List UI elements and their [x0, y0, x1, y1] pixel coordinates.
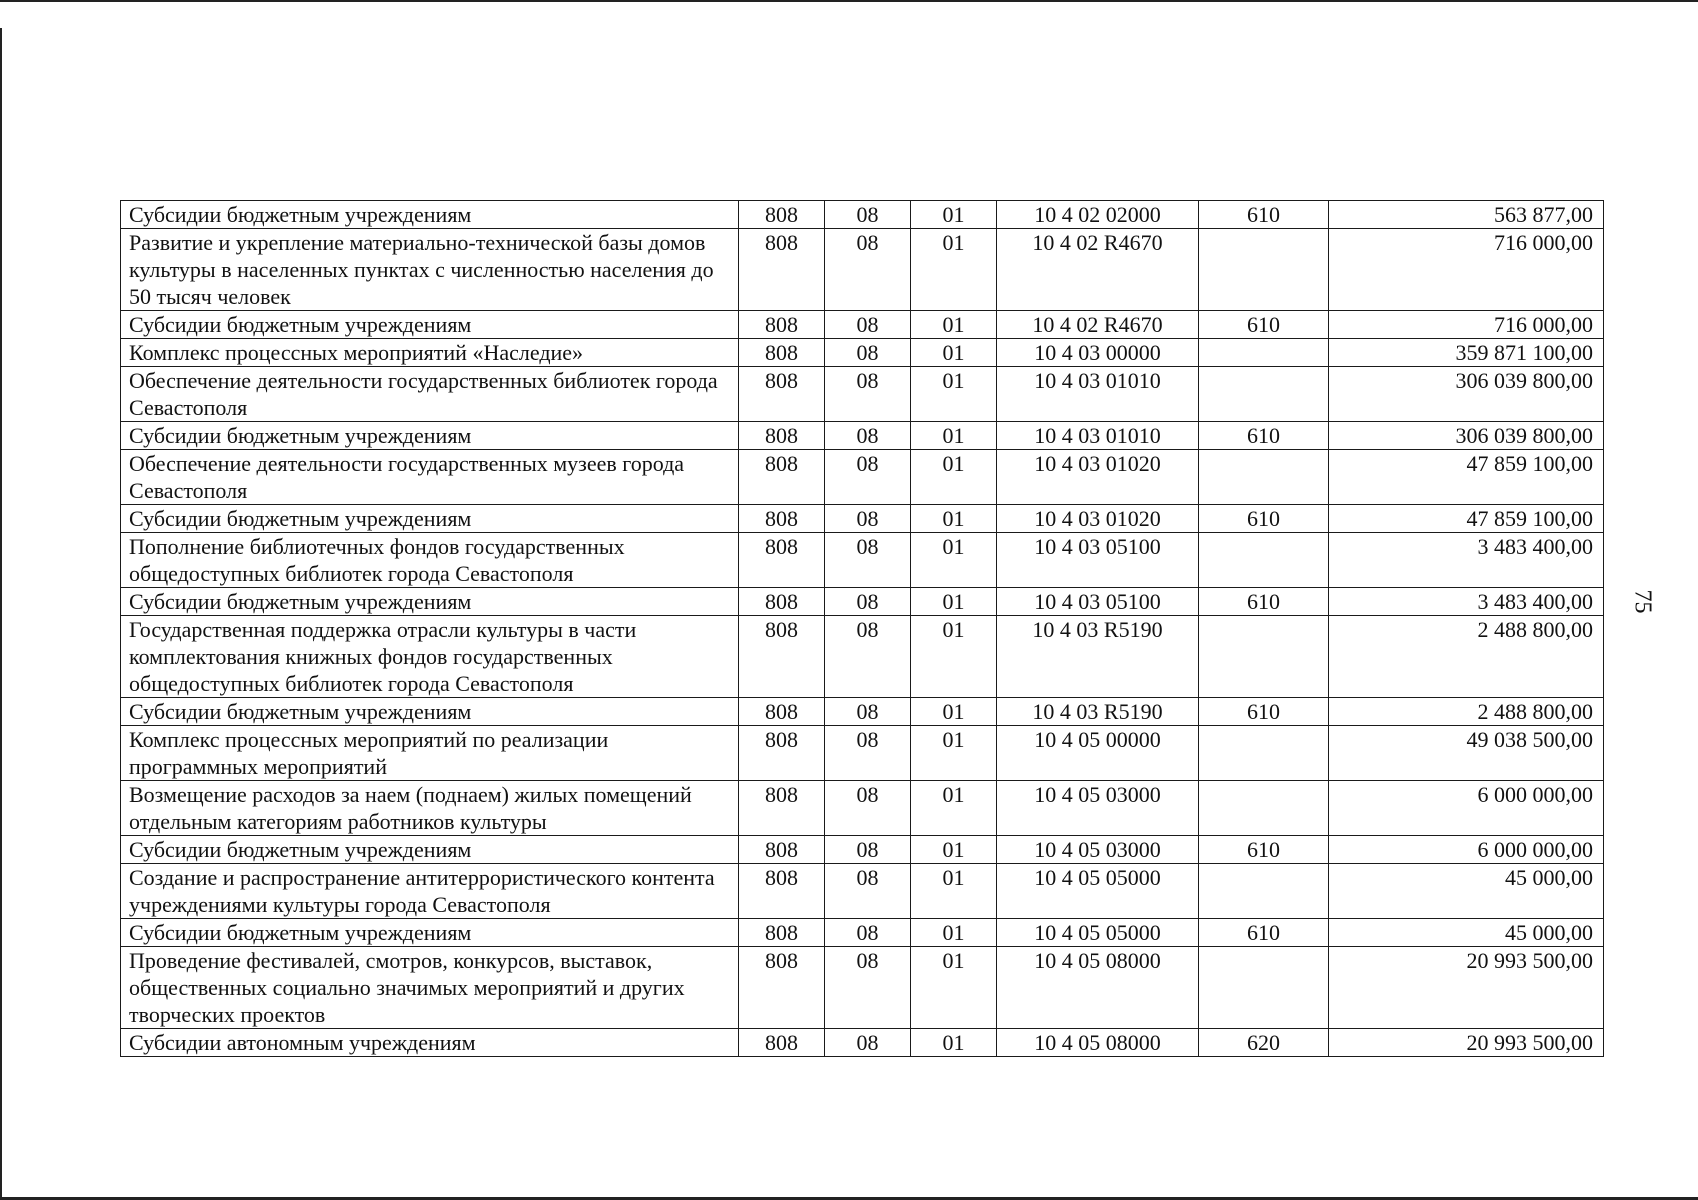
cell-grbs: 808	[739, 588, 825, 616]
cell-target-article: 10 4 02 R4670	[997, 311, 1199, 339]
cell-amount: 45 000,00	[1329, 919, 1604, 947]
cell-amount: 563 877,00	[1329, 201, 1604, 229]
cell-name: Субсидии бюджетным учреждениям	[121, 919, 739, 947]
cell-grbs: 808	[739, 726, 825, 781]
cell-amount: 716 000,00	[1329, 229, 1604, 311]
cell-target-article: 10 4 05 05000	[997, 864, 1199, 919]
cell-target-article: 10 4 03 01010	[997, 367, 1199, 422]
cell-grbs: 808	[739, 698, 825, 726]
table-row	[121, 781, 1604, 836]
cell-section: 08	[825, 1029, 911, 1057]
table-body	[121, 201, 1604, 1057]
cell-target-article: 10 4 03 05100	[997, 588, 1199, 616]
cell-name: Комплекс процессных мероприятий по реализации программных мероприятий	[121, 726, 739, 781]
cell-subsection: 01	[911, 781, 997, 836]
cell-section: 08	[825, 505, 911, 533]
cell-grbs: 808	[739, 616, 825, 698]
cell-section: 08	[825, 919, 911, 947]
cell-expense-type: 610	[1199, 201, 1329, 229]
cell-grbs: 808	[739, 229, 825, 311]
cell-subsection: 01	[911, 698, 997, 726]
cell-expense-type	[1199, 726, 1329, 781]
table-row	[121, 588, 1604, 616]
cell-amount: 2 488 800,00	[1329, 698, 1604, 726]
cell-grbs: 808	[739, 339, 825, 367]
cell-subsection: 01	[911, 947, 997, 1029]
cell-expense-type	[1199, 781, 1329, 836]
cell-subsection: 01	[911, 533, 997, 588]
cell-target-article: 10 4 05 08000	[997, 1029, 1199, 1057]
table-row	[121, 311, 1604, 339]
cell-name: Субсидии автономным учреждениям	[121, 1029, 739, 1057]
cell-section: 08	[825, 698, 911, 726]
cell-amount: 306 039 800,00	[1329, 422, 1604, 450]
cell-target-article: 10 4 03 R5190	[997, 698, 1199, 726]
cell-target-article: 10 4 02 02000	[997, 201, 1199, 229]
table-row	[121, 450, 1604, 505]
table-row	[121, 616, 1604, 698]
cell-expense-type	[1199, 339, 1329, 367]
cell-expense-type: 610	[1199, 919, 1329, 947]
cell-subsection: 01	[911, 616, 997, 698]
cell-expense-type	[1199, 229, 1329, 311]
cell-name: Субсидии бюджетным учреждениям	[121, 588, 739, 616]
cell-amount: 716 000,00	[1329, 311, 1604, 339]
cell-expense-type	[1199, 947, 1329, 1029]
table-row	[121, 726, 1604, 781]
cell-section: 08	[825, 616, 911, 698]
cell-subsection: 01	[911, 864, 997, 919]
table-row	[121, 864, 1604, 919]
cell-subsection: 01	[911, 1029, 997, 1057]
cell-target-article: 10 4 02 R4670	[997, 229, 1199, 311]
cell-target-article: 10 4 05 00000	[997, 726, 1199, 781]
cell-amount: 359 871 100,00	[1329, 339, 1604, 367]
cell-target-article: 10 4 03 05100	[997, 533, 1199, 588]
cell-target-article: 10 4 03 R5190	[997, 616, 1199, 698]
cell-grbs: 808	[739, 533, 825, 588]
cell-expense-type	[1199, 450, 1329, 505]
cell-amount: 45 000,00	[1329, 864, 1604, 919]
table-row	[121, 698, 1604, 726]
cell-amount: 47 859 100,00	[1329, 450, 1604, 505]
cell-name: Обеспечение деятельности государственных библиотек города Севастополя	[121, 367, 739, 422]
cell-expense-type: 610	[1199, 311, 1329, 339]
cell-target-article: 10 4 05 05000	[997, 919, 1199, 947]
cell-name: Возмещение расходов за наем (поднаем) жилых помещений отдельным категориям работников культуры	[121, 781, 739, 836]
cell-grbs: 808	[739, 311, 825, 339]
cell-subsection: 01	[911, 836, 997, 864]
cell-section: 08	[825, 229, 911, 311]
cell-grbs: 808	[739, 367, 825, 422]
cell-subsection: 01	[911, 201, 997, 229]
cell-name: Проведение фестивалей, смотров, конкурсов, выставок, общественных социально значимых мероприятий и других творческих проектов	[121, 947, 739, 1029]
cell-grbs: 808	[739, 450, 825, 505]
cell-grbs: 808	[739, 836, 825, 864]
cell-name: Субсидии бюджетным учреждениям	[121, 201, 739, 229]
table-row	[121, 367, 1604, 422]
cell-subsection: 01	[911, 588, 997, 616]
cell-section: 08	[825, 947, 911, 1029]
cell-grbs: 808	[739, 505, 825, 533]
cell-grbs: 808	[739, 919, 825, 947]
cell-section: 08	[825, 450, 911, 505]
cell-section: 08	[825, 533, 911, 588]
cell-expense-type	[1199, 616, 1329, 698]
cell-name: Развитие и укрепление материально-технической базы домов культуры в населенных пунктах с численностью населения до 50 тысяч человек	[121, 229, 739, 311]
cell-expense-type	[1199, 864, 1329, 919]
cell-grbs: 808	[739, 781, 825, 836]
cell-name: Пополнение библиотечных фондов государственных общедоступных библиотек города Севастополя	[121, 533, 739, 588]
cell-expense-type	[1199, 367, 1329, 422]
page-number: 75	[1629, 589, 1656, 614]
cell-section: 08	[825, 201, 911, 229]
cell-amount: 49 038 500,00	[1329, 726, 1604, 781]
cell-section: 08	[825, 422, 911, 450]
cell-name: Субсидии бюджетным учреждениям	[121, 422, 739, 450]
cell-section: 08	[825, 726, 911, 781]
cell-target-article: 10 4 03 01020	[997, 450, 1199, 505]
cell-section: 08	[825, 367, 911, 422]
cell-target-article: 10 4 03 00000	[997, 339, 1199, 367]
cell-amount: 6 000 000,00	[1329, 781, 1604, 836]
cell-name: Государственная поддержка отрасли культуры в части комплектования книжных фондов государственных общедоступных библиотек города Севастополя	[121, 616, 739, 698]
cell-subsection: 01	[911, 919, 997, 947]
table-row	[121, 229, 1604, 311]
cell-subsection: 01	[911, 311, 997, 339]
cell-subsection: 01	[911, 726, 997, 781]
cell-target-article: 10 4 05 03000	[997, 836, 1199, 864]
cell-target-article: 10 4 05 03000	[997, 781, 1199, 836]
cell-amount: 20 993 500,00	[1329, 1029, 1604, 1057]
cell-section: 08	[825, 836, 911, 864]
cell-name: Обеспечение деятельности государственных музеев города Севастополя	[121, 450, 739, 505]
cell-expense-type: 610	[1199, 588, 1329, 616]
cell-grbs: 808	[739, 947, 825, 1029]
cell-amount: 3 483 400,00	[1329, 533, 1604, 588]
cell-expense-type: 610	[1199, 422, 1329, 450]
cell-amount: 2 488 800,00	[1329, 616, 1604, 698]
table-row	[121, 947, 1604, 1029]
cell-section: 08	[825, 311, 911, 339]
cell-grbs: 808	[739, 864, 825, 919]
cell-subsection: 01	[911, 339, 997, 367]
cell-section: 08	[825, 864, 911, 919]
table-row	[121, 422, 1604, 450]
scan-border-left	[0, 28, 2, 1200]
cell-expense-type: 610	[1199, 836, 1329, 864]
cell-name: Создание и распространение антитеррористического контента учреждениями культуры города Севастополя	[121, 864, 739, 919]
budget-table	[120, 200, 1604, 1057]
cell-expense-type	[1199, 533, 1329, 588]
cell-target-article: 10 4 03 01020	[997, 505, 1199, 533]
cell-subsection: 01	[911, 367, 997, 422]
cell-target-article: 10 4 03 01010	[997, 422, 1199, 450]
table-row	[121, 919, 1604, 947]
table-row	[121, 505, 1604, 533]
cell-name: Субсидии бюджетным учреждениям	[121, 836, 739, 864]
cell-name: Субсидии бюджетным учреждениям	[121, 505, 739, 533]
table-row	[121, 533, 1604, 588]
cell-expense-type: 620	[1199, 1029, 1329, 1057]
table-row	[121, 339, 1604, 367]
cell-amount: 47 859 100,00	[1329, 505, 1604, 533]
cell-expense-type: 610	[1199, 698, 1329, 726]
table-row	[121, 1029, 1604, 1057]
cell-expense-type: 610	[1199, 505, 1329, 533]
table-row	[121, 201, 1604, 229]
cell-amount: 6 000 000,00	[1329, 836, 1604, 864]
cell-amount: 306 039 800,00	[1329, 367, 1604, 422]
cell-grbs: 808	[739, 422, 825, 450]
cell-section: 08	[825, 588, 911, 616]
cell-grbs: 808	[739, 201, 825, 229]
cell-section: 08	[825, 339, 911, 367]
cell-name: Субсидии бюджетным учреждениям	[121, 311, 739, 339]
cell-target-article: 10 4 05 08000	[997, 947, 1199, 1029]
cell-subsection: 01	[911, 450, 997, 505]
cell-subsection: 01	[911, 422, 997, 450]
cell-section: 08	[825, 781, 911, 836]
cell-subsection: 01	[911, 229, 997, 311]
cell-amount: 3 483 400,00	[1329, 588, 1604, 616]
cell-subsection: 01	[911, 505, 997, 533]
scan-border-top	[0, 0, 1698, 2]
cell-name: Комплекс процессных мероприятий «Наследие»	[121, 339, 739, 367]
cell-amount: 20 993 500,00	[1329, 947, 1604, 1029]
table-row	[121, 836, 1604, 864]
cell-name: Субсидии бюджетным учреждениям	[121, 698, 739, 726]
cell-grbs: 808	[739, 1029, 825, 1057]
